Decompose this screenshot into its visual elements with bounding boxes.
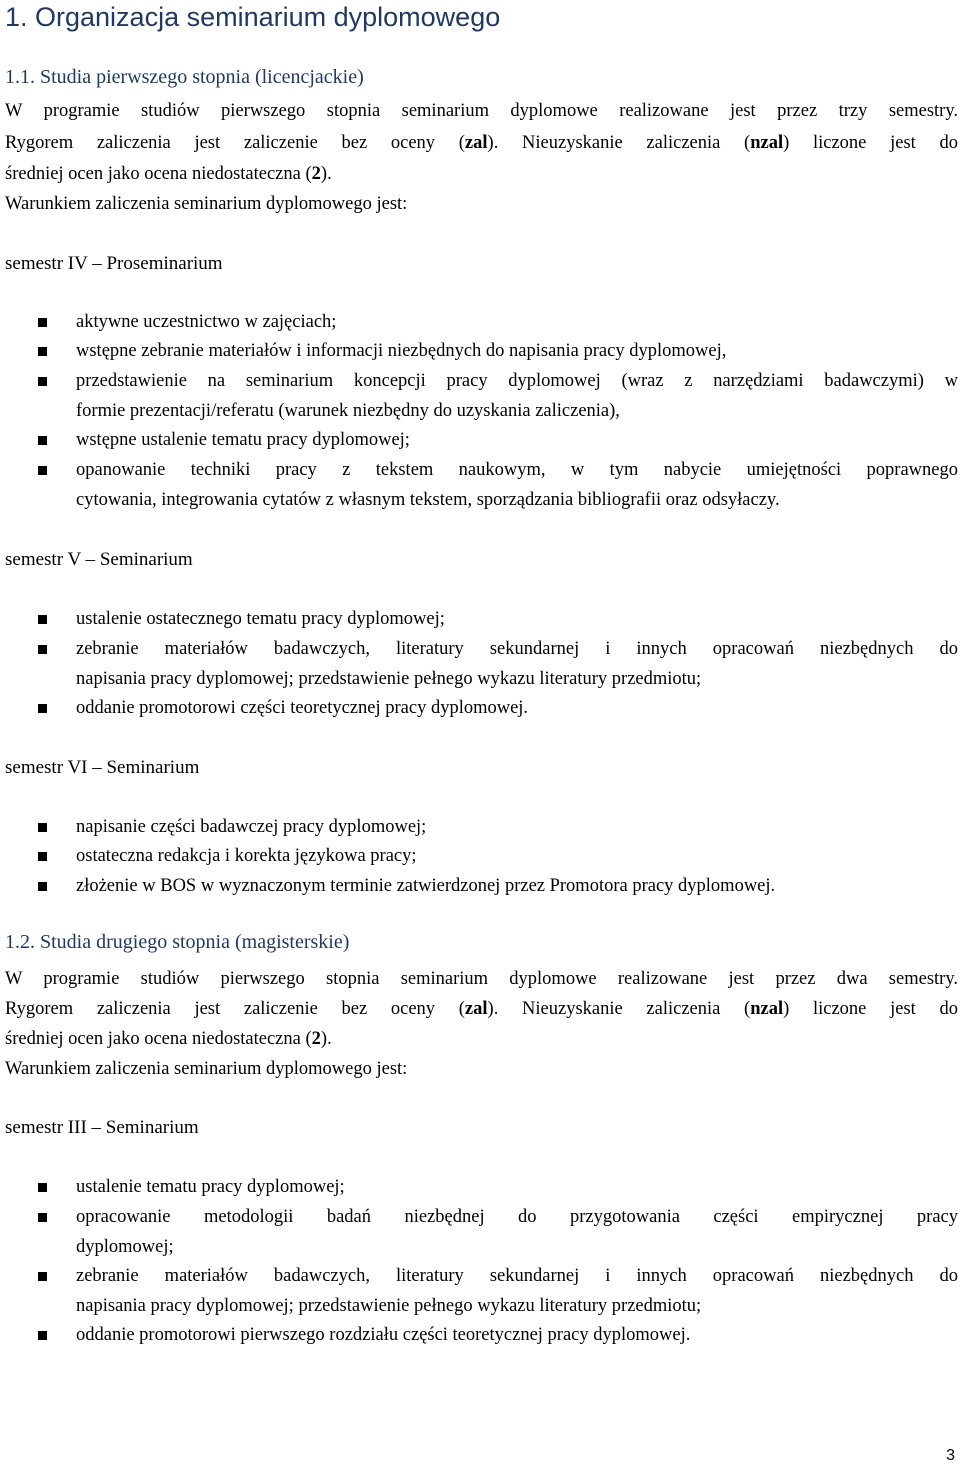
paragraph-line: średniej ocen jako ocena niedostateczna (2). bbox=[5, 164, 332, 184]
list-item: oddanie promotorowi pierwszego rozdziału części teoretycznej pracy dyplomowej. bbox=[76, 1325, 691, 1345]
list-item: zebranie materiałów badawczych, literatury sekundarnej i innych opracowań niezbędnych do bbox=[76, 1266, 958, 1286]
list-item: złożenie w BOS w wyznaczonym terminie zatwierdzonej przez Promotora pracy dyplomowej. bbox=[76, 876, 776, 896]
bullet-icon bbox=[38, 704, 47, 713]
paragraph-line: W programie studiów pierwszego stopnia seminarium dyplomowe realizowane jest przez dwa semestry. bbox=[5, 969, 958, 989]
section-heading-licencjackie: 1.1. Studia pierwszego stopnia (licencjackie) bbox=[5, 66, 364, 88]
bullet-icon bbox=[38, 882, 47, 891]
semester-heading: semestr IV – Proseminarium bbox=[5, 253, 223, 274]
list-item-continuation: napisania pracy dyplomowej; przedstawienie pełnego wykazu literatury przedmiotu; bbox=[76, 1296, 702, 1316]
semester-heading: semestr V – Seminarium bbox=[5, 549, 193, 570]
bullet-icon bbox=[38, 466, 47, 475]
bullet-icon bbox=[38, 615, 47, 624]
bullet-icon bbox=[38, 318, 47, 327]
list-item: ustalenie tematu pracy dyplomowej; bbox=[76, 1177, 345, 1197]
list-item: wstępne ustalenie tematu pracy dyplomowej; bbox=[76, 430, 410, 450]
list-item: napisanie części badawczej pracy dyplomowej; bbox=[76, 817, 427, 837]
bullet-icon bbox=[38, 1272, 47, 1281]
bullet-icon bbox=[38, 645, 47, 654]
semester-heading: semestr VI – Seminarium bbox=[5, 757, 200, 778]
list-item: opanowanie techniki pracy z tekstem naukowym, w tym nabycie umiejętności poprawnego bbox=[76, 460, 958, 480]
list-item: ostateczna redakcja i korekta językowa pracy; bbox=[76, 846, 417, 866]
condition-line: Warunkiem zaliczenia seminarium dyplomowego jest: bbox=[5, 1059, 408, 1079]
condition-line: Warunkiem zaliczenia seminarium dyplomowego jest: bbox=[5, 194, 408, 214]
bullet-icon bbox=[38, 1213, 47, 1222]
bullet-icon bbox=[38, 347, 47, 356]
list-item-continuation: cytowania, integrowania cytatów z własnym tekstem, sporządzania bibliografii oraz odsyłaczy. bbox=[76, 490, 780, 510]
list-item: ustalenie ostatecznego tematu pracy dyplomowej; bbox=[76, 609, 445, 629]
list-item: przedstawienie na seminarium koncepcji pracy dyplomowej (wraz z narzędziami badawczymi) w bbox=[76, 371, 958, 391]
paragraph-line: Rygorem zaliczenia jest zaliczenie bez oceny (zal). Nieuzyskanie zaliczenia (nzal) liczone jest do bbox=[5, 999, 958, 1019]
list-item: opracowanie metodologii badań niezbędnej do przygotowania części empirycznej pracy bbox=[76, 1207, 958, 1227]
list-item: zebranie materiałów badawczych, literatury sekundarnej i innych opracowań niezbędnych do bbox=[76, 639, 958, 659]
list-item: aktywne uczestnictwo w zajęciach; bbox=[76, 312, 337, 332]
bullet-icon bbox=[38, 852, 47, 861]
semester-heading: semestr III – Seminarium bbox=[5, 1117, 199, 1138]
section-heading-magisterskie: 1.2. Studia drugiego stopnia (magisterskie) bbox=[5, 931, 350, 953]
bullet-icon bbox=[38, 436, 47, 445]
list-item: wstępne zebranie materiałów i informacji niezbędnych do napisania pracy dyplomowej, bbox=[76, 341, 727, 361]
bullet-icon bbox=[38, 1331, 47, 1340]
bullet-icon bbox=[38, 823, 47, 832]
paragraph-line: Rygorem zaliczenia jest zaliczenie bez oceny (zal). Nieuzyskanie zaliczenia (nzal) liczone jest do bbox=[5, 133, 958, 153]
paragraph-line: średniej ocen jako ocena niedostateczna (2). bbox=[5, 1029, 332, 1049]
list-item-continuation: dyplomowej; bbox=[76, 1237, 174, 1257]
page-number: 3 bbox=[946, 1447, 955, 1464]
bullet-icon bbox=[38, 377, 47, 386]
bullet-icon bbox=[38, 1183, 47, 1192]
list-item-continuation: napisania pracy dyplomowej; przedstawienie pełnego wykazu literatury przedmiotu; bbox=[76, 669, 702, 689]
list-item: oddanie promotorowi części teoretycznej pracy dyplomowej. bbox=[76, 698, 529, 718]
page-title: 1. Organizacja seminarium dyplomowego bbox=[5, 2, 501, 32]
list-item-continuation: formie prezentacji/referatu (warunek niezbędny do uzyskania zaliczenia), bbox=[76, 401, 620, 421]
paragraph-line: W programie studiów pierwszego stopnia seminarium dyplomowe realizowane jest przez trzy semestry. bbox=[5, 101, 958, 121]
